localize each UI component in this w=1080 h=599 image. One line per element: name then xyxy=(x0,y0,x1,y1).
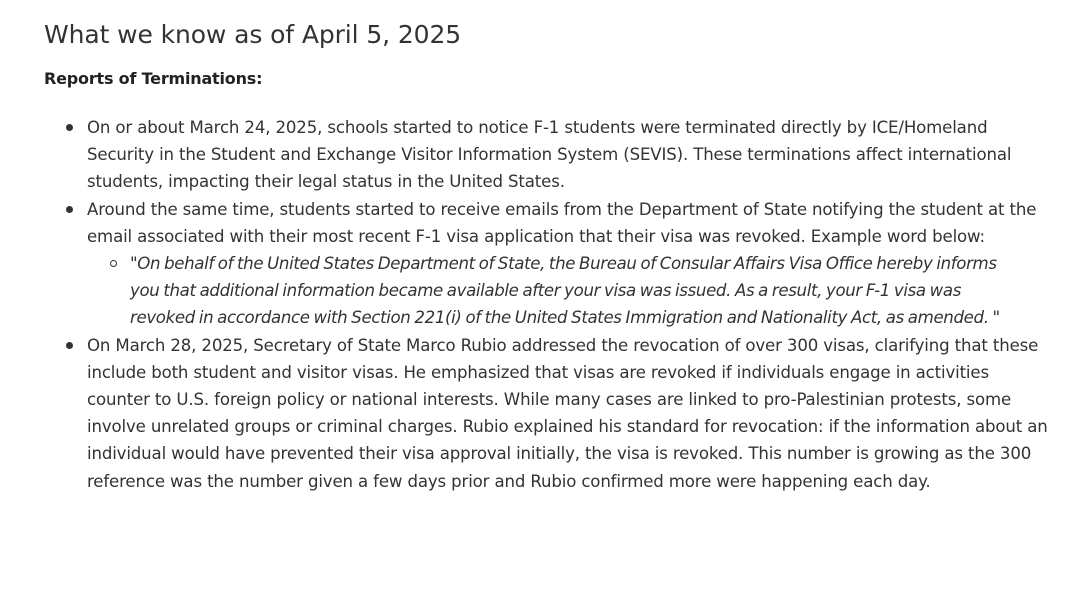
bullet-dot-icon xyxy=(66,206,73,213)
section-heading: Reports of Terminations: xyxy=(44,69,263,88)
bullet-circle-icon xyxy=(110,260,117,267)
quoted-email-text: "On behalf of the United States Department of State, the Bureau of Consular Affairs Visa Office hereby informs you that additional information became available after your visa was issued. As a result, your F-1 visa was revoked in accordance with Section 221(i) of the United States Immigration and Nationality Act, as amended. " xyxy=(130,254,1000,328)
sub-list xyxy=(87,250,1050,332)
quoted-email-item xyxy=(130,250,1050,332)
list-item xyxy=(87,114,1050,196)
list-item xyxy=(87,332,1050,495)
terminations-list xyxy=(44,114,1050,495)
list-item-text: On or about March 24, 2025, schools started to notice F-1 students were terminated directly by ICE/Homeland Security in the Student and Exchange Visitor Information System (SEVIS). These terminations affect international students, impacting their legal status in the United States. xyxy=(87,118,1012,192)
bullet-dot-icon xyxy=(66,124,73,131)
page-title: What we know as of April 5, 2025 xyxy=(44,20,462,49)
list-item xyxy=(87,196,1050,332)
bullet-dot-icon xyxy=(66,342,73,349)
list-item-text: On March 28, 2025, Secretary of State Marco Rubio addressed the revocation of over 300 visas, clarifying that these include both student and visitor visas. He emphasized that visas are revoked if individuals engage in activities counter to U.S. foreign policy or national interests. While many cases are linked to pro-Palestinian protests, some involve unrelated groups or criminal charges. Rubio explained his standard for revocation: if the information about an individual would have prevented their visa approval initially, the visa is revoked. This number is growing as the 300 reference was the number given a few days prior and Rubio confirmed more were happening each day. xyxy=(87,335,1048,491)
list-item-text: Around the same time, students started to receive emails from the Department of State notifying the student at the email associated with their most recent F-1 visa application that their visa was revoked. Example word below: xyxy=(87,199,1037,246)
